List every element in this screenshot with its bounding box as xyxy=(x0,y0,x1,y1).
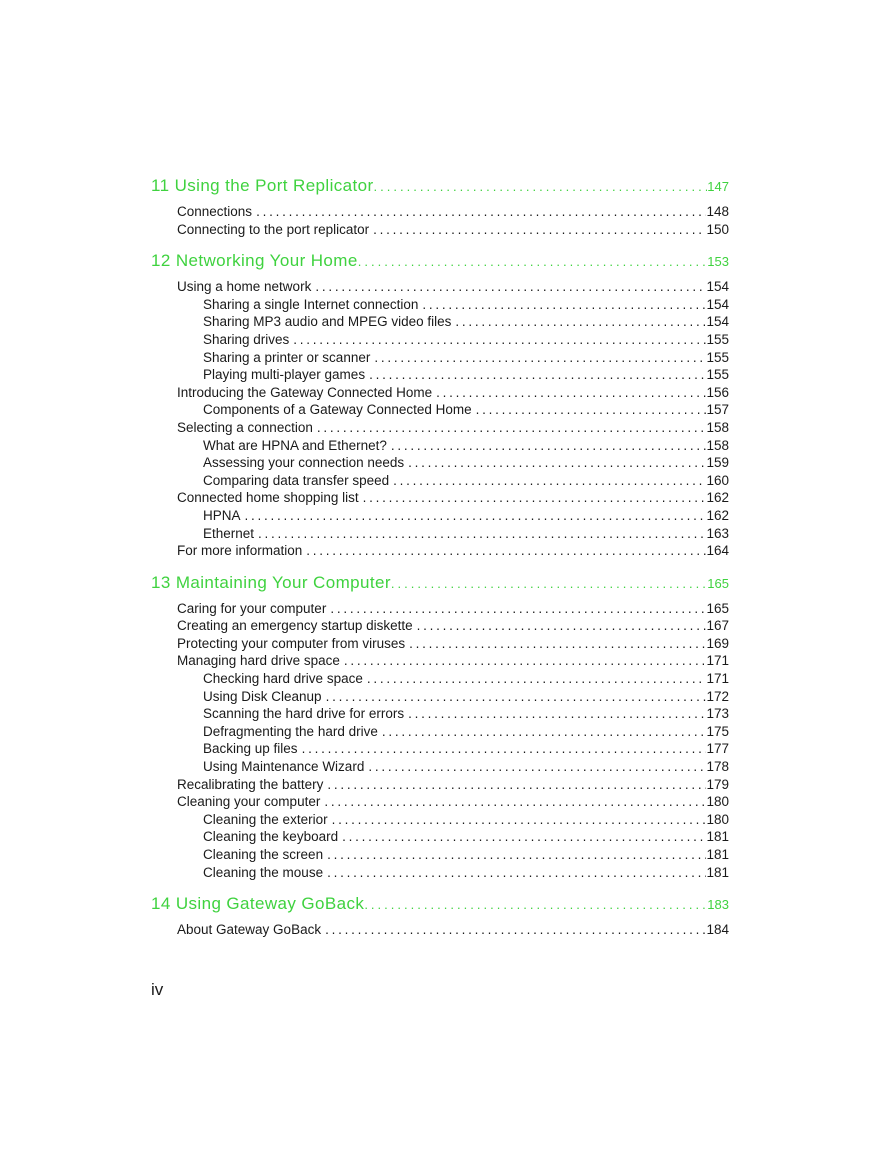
dot-leader xyxy=(364,897,707,912)
dot-leader xyxy=(322,689,707,704)
chapter-title: 11 Using the Port Replicator xyxy=(151,176,374,195)
entry-page-number: 181 xyxy=(706,847,729,862)
toc-subentry[interactable] xyxy=(203,297,729,315)
entry-label: Cleaning the keyboard xyxy=(203,829,339,845)
entry-page-number: 150 xyxy=(706,221,729,237)
toc-subentry[interactable] xyxy=(203,865,729,883)
entry-label: Comparing data transfer speed xyxy=(203,472,390,488)
entry-page-number: 154 xyxy=(706,296,729,312)
entry-label: What are HPNA and Ethernet? xyxy=(203,437,387,453)
entry-page-number: 180 xyxy=(706,811,729,827)
toc-entry[interactable] xyxy=(177,653,729,671)
dot-leader xyxy=(365,367,706,382)
dot-leader xyxy=(298,741,707,756)
entry-label: Managing hard drive space xyxy=(177,653,340,669)
entry-label: Components of a Gateway Connected Home xyxy=(203,402,472,418)
dot-leader xyxy=(387,438,707,453)
toc-subentry[interactable] xyxy=(203,671,729,689)
entry-page-number: 157 xyxy=(706,402,729,418)
toc-entry[interactable] xyxy=(177,618,729,636)
entry-label: Using Disk Cleanup xyxy=(203,688,322,704)
dot-leader xyxy=(364,759,706,774)
chapter-page-number: 183 xyxy=(707,897,729,913)
entry-label: Defragmenting the hard drive xyxy=(203,723,378,739)
entry-label: Cleaning the screen xyxy=(203,847,324,862)
toc-subentry[interactable] xyxy=(203,332,729,350)
toc-entry[interactable] xyxy=(177,794,729,812)
toc-subentry[interactable] xyxy=(203,508,729,526)
toc-entry[interactable] xyxy=(177,777,729,795)
toc-subentry[interactable] xyxy=(203,812,729,830)
dot-leader xyxy=(378,724,707,739)
toc-entry-list xyxy=(151,204,729,239)
entry-page-number: 180 xyxy=(706,794,729,810)
dot-leader xyxy=(404,455,706,470)
chapter-title: 13 Maintaining Your Computer xyxy=(151,572,391,592)
entry-label: Sharing a single Internet connection xyxy=(203,296,419,312)
entry-label: Sharing drives xyxy=(203,331,290,347)
toc-subentry[interactable] xyxy=(203,314,729,332)
dot-leader xyxy=(374,179,708,194)
entry-page-number: 167 xyxy=(706,618,729,634)
dot-leader xyxy=(418,297,706,312)
toc-subentry[interactable] xyxy=(203,438,729,456)
toc-subentry[interactable] xyxy=(203,455,729,473)
entry-page-number: 154 xyxy=(706,314,729,330)
entry-label: Checking hard drive space xyxy=(203,671,363,687)
toc-chapter xyxy=(151,573,729,883)
entry-label: Introducing the Gateway Connected Home xyxy=(177,384,433,400)
entry-page-number: 184 xyxy=(706,922,729,938)
toc-entry[interactable] xyxy=(177,922,729,940)
dot-leader xyxy=(328,812,707,827)
dot-leader xyxy=(432,385,706,400)
toc-subentry[interactable] xyxy=(203,759,729,777)
chapter-page-number: 153 xyxy=(707,254,729,270)
entry-page-number: 179 xyxy=(706,776,729,792)
entry-page-number: 164 xyxy=(706,543,729,559)
entry-page-number: 175 xyxy=(706,723,729,739)
dot-leader xyxy=(413,618,707,633)
toc-entry[interactable] xyxy=(177,222,729,240)
toc-subentry[interactable] xyxy=(203,526,729,544)
entry-page-number: 159 xyxy=(706,455,729,471)
entry-label: Ethernet xyxy=(203,525,255,541)
chapter-heading[interactable] xyxy=(151,573,729,599)
table-of-contents xyxy=(151,176,729,952)
toc-entry[interactable] xyxy=(177,279,729,297)
dot-leader xyxy=(472,402,707,417)
toc-subentry[interactable] xyxy=(203,829,729,847)
entry-page-number: 172 xyxy=(706,688,729,704)
toc-chapter xyxy=(151,251,729,561)
entry-label: Creating an emergency startup diskette xyxy=(177,618,413,634)
entry-label: For more information xyxy=(177,543,303,559)
chapter-title: 12 Networking Your Home xyxy=(151,251,358,271)
dot-leader xyxy=(311,279,706,294)
entry-page-number: 160 xyxy=(706,472,729,488)
entry-label: Scanning the hard drive for errors xyxy=(203,706,405,722)
dot-leader xyxy=(313,420,707,435)
entry-label: Connected home shopping list xyxy=(177,490,359,506)
entry-page-number: 148 xyxy=(706,204,729,219)
entry-label: About Gateway GoBack xyxy=(177,922,322,938)
entry-page-number: 165 xyxy=(706,600,729,616)
toc-entry[interactable] xyxy=(177,204,729,222)
dot-leader xyxy=(370,350,706,365)
entry-label: HPNA xyxy=(203,507,241,523)
dot-leader xyxy=(358,254,708,269)
dot-leader xyxy=(338,829,706,844)
dot-leader xyxy=(323,777,706,792)
entry-page-number: 162 xyxy=(706,490,729,506)
entry-label: Recalibrating the battery xyxy=(177,776,324,792)
entry-page-number: 154 xyxy=(706,279,729,295)
toc-subentry[interactable] xyxy=(203,706,729,724)
toc-entry-list xyxy=(151,601,729,883)
entry-page-number: 158 xyxy=(706,437,729,453)
dot-leader xyxy=(451,314,706,329)
dot-leader xyxy=(359,490,707,505)
entry-label: Cleaning the exterior xyxy=(203,811,328,827)
entry-label: Sharing a printer or scanner xyxy=(203,349,371,365)
chapter-heading[interactable] xyxy=(151,894,729,920)
entry-label: Using a home network xyxy=(177,279,312,295)
entry-page-number: 162 xyxy=(706,507,729,523)
dot-leader xyxy=(320,794,706,809)
dot-leader xyxy=(321,922,706,937)
chapter-page-number: 165 xyxy=(707,575,729,591)
entry-page-number: 171 xyxy=(706,653,729,669)
entry-page-number: 158 xyxy=(706,419,729,435)
dot-leader xyxy=(326,601,706,616)
dot-leader xyxy=(389,473,706,488)
toc-entry-list xyxy=(151,279,729,561)
entry-page-number: 155 xyxy=(706,331,729,347)
entry-label: Cleaning your computer xyxy=(177,794,321,810)
toc-entry[interactable] xyxy=(177,636,729,654)
chapter-title: 14 Using Gateway GoBack xyxy=(151,894,365,914)
entry-label: Connecting to the port replicator xyxy=(177,221,370,237)
chapter-heading[interactable] xyxy=(151,251,729,277)
entry-label: Protecting your computer from viruses xyxy=(177,635,406,651)
entry-page-number: 177 xyxy=(706,741,729,757)
dot-leader xyxy=(363,671,707,686)
toc-entry[interactable] xyxy=(177,543,729,561)
toc-entry[interactable] xyxy=(177,601,729,619)
toc-chapter xyxy=(151,894,729,940)
toc-entry-list xyxy=(151,922,729,940)
dot-leader xyxy=(302,543,706,558)
entry-label: Playing multi-player games xyxy=(203,367,366,383)
toc-entry[interactable] xyxy=(177,420,729,438)
dot-leader xyxy=(323,865,706,880)
toc-entry[interactable] xyxy=(177,385,729,403)
dot-leader xyxy=(254,526,706,541)
toc-entry[interactable] xyxy=(177,490,729,508)
dot-leader xyxy=(405,636,706,651)
dot-leader xyxy=(323,847,706,862)
chapter-page-number: 147 xyxy=(707,179,729,194)
entry-label: Caring for your computer xyxy=(177,600,327,616)
toc-subentry[interactable] xyxy=(203,367,729,385)
entry-page-number: 156 xyxy=(706,384,729,400)
entry-page-number: 155 xyxy=(706,349,729,365)
dot-leader xyxy=(241,508,707,523)
toc-subentry[interactable] xyxy=(203,689,729,707)
entry-page-number: 171 xyxy=(706,671,729,687)
entry-label: Connections xyxy=(177,204,253,219)
entry-label: Cleaning the mouse xyxy=(203,864,324,880)
entry-page-number: 181 xyxy=(706,829,729,845)
toc-subentry[interactable] xyxy=(203,473,729,491)
entry-page-number: 163 xyxy=(706,525,729,541)
toc-subentry[interactable] xyxy=(203,847,729,865)
dot-leader xyxy=(340,653,707,668)
toc-subentry[interactable] xyxy=(203,350,729,368)
entry-label: Backing up files xyxy=(203,741,298,757)
dot-leader xyxy=(289,332,706,347)
dot-leader xyxy=(404,706,706,721)
dot-leader xyxy=(252,204,706,219)
chapter-heading[interactable] xyxy=(151,176,729,202)
entry-label: Selecting a connection xyxy=(177,419,313,435)
entry-page-number: 169 xyxy=(706,635,729,651)
entry-label: Assessing your connection needs xyxy=(203,455,405,471)
page-number: iv xyxy=(151,980,164,999)
dot-leader xyxy=(369,222,706,237)
dot-leader xyxy=(391,576,707,591)
entry-label: Sharing MP3 audio and MPEG video files xyxy=(203,314,452,330)
entry-page-number: 178 xyxy=(706,759,729,775)
toc-subentry[interactable] xyxy=(203,724,729,742)
toc-subentry[interactable] xyxy=(203,402,729,420)
entry-page-number: 173 xyxy=(706,706,729,722)
toc-subentry[interactable] xyxy=(203,741,729,759)
toc-chapter xyxy=(151,176,729,239)
entry-page-number: 181 xyxy=(706,864,729,880)
entry-page-number: 155 xyxy=(706,367,729,383)
entry-label: Using Maintenance Wizard xyxy=(203,759,365,775)
